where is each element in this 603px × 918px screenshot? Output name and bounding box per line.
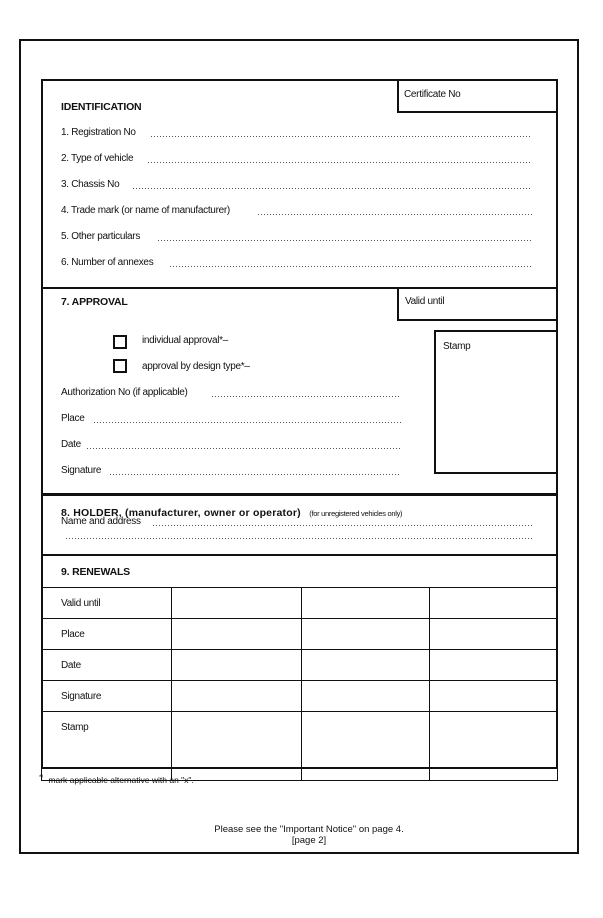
row-label: Valid until [42,588,172,619]
footnote-text: mark applicable alternative with an "x". [48,775,194,785]
important-notice: Please see the "Important Notice" on page 4. [214,824,404,835]
approval-place-input[interactable] [93,422,401,423]
design-type-approval-label: approval by design type*– [142,361,250,372]
page-number: [page 2] [291,835,327,846]
footer [19,824,599,846]
section-divider [41,493,558,496]
renewals-heading: 9. RENEWALS [61,566,130,578]
renewals-table [41,587,558,781]
approval-place-label: Place [61,413,85,424]
field-type-of-vehicle-input[interactable] [147,162,532,163]
table-row [42,650,558,681]
table-cell[interactable] [302,619,430,650]
table-cell[interactable] [302,712,430,781]
row-label: Place [42,619,172,650]
name-address-label: Name and address [61,516,141,527]
field-chassis-no-input[interactable] [132,188,532,189]
table-row [42,712,558,781]
table-cell[interactable] [430,712,558,781]
footnote [39,775,194,785]
table-row [42,588,558,619]
table-cell[interactable] [430,619,558,650]
table-cell[interactable] [172,712,302,781]
table-cell[interactable] [302,588,430,619]
field-number-of-annexes-label: 6. Number of annexes [61,257,154,268]
table-cell[interactable] [172,619,302,650]
approval-signature-input[interactable] [109,474,401,475]
field-type-of-vehicle-label: 2. Type of vehicle [61,153,134,164]
row-label: Signature [42,681,172,712]
individual-approval-checkbox[interactable] [113,335,127,349]
section-divider [41,554,558,556]
authorization-no-input[interactable] [211,396,401,397]
table-cell[interactable] [172,681,302,712]
valid-until-box[interactable] [397,288,558,321]
table-row [42,681,558,712]
row-label: Stamp [42,712,172,781]
identification-heading: IDENTIFICATION [61,101,142,113]
table-cell[interactable] [430,588,558,619]
holder-note: (for unregistered vehicles only) [309,509,403,518]
field-registration-no-input[interactable] [150,136,532,137]
table-cell[interactable] [302,650,430,681]
field-trade-mark-label: 4. Trade mark (or name of manufacturer) [61,205,230,216]
approval-date-input[interactable] [86,448,401,449]
table-cell[interactable] [302,681,430,712]
field-number-of-annexes-input[interactable] [169,266,532,267]
field-other-particulars-label: 5. Other particulars [61,231,141,242]
table-cell[interactable] [430,650,558,681]
footnote-marker: */ [39,775,44,782]
approval-signature-label: Signature [61,465,102,476]
individual-approval-label: individual approval*– [142,335,228,346]
table-row [42,619,558,650]
table-cell[interactable] [172,650,302,681]
holder-heading: 8. HOLDER, (manufacturer, owner or operator) [61,507,301,519]
authorization-no-label: Authorization No (if applicable) [61,387,188,398]
field-chassis-no-label: 3. Chassis No [61,179,120,190]
approval-date-label: Date [61,439,81,450]
stamp-box[interactable] [434,330,558,474]
name-address-input[interactable] [152,525,532,526]
valid-until-label: Valid until [405,296,445,307]
name-address-input-line2[interactable] [65,538,532,539]
table-cell[interactable] [172,588,302,619]
certificate-no-box[interactable] [397,79,558,113]
stamp-label: Stamp [443,341,471,352]
design-type-approval-checkbox[interactable] [113,359,127,373]
row-label: Date [42,650,172,681]
approval-heading: 7. APPROVAL [61,296,128,308]
table-cell[interactable] [430,681,558,712]
certificate-no-label: Certificate No [404,89,461,100]
field-trade-mark-input[interactable] [257,214,532,215]
field-registration-no-label: 1. Registration No [61,127,136,138]
field-other-particulars-input[interactable] [157,240,532,241]
